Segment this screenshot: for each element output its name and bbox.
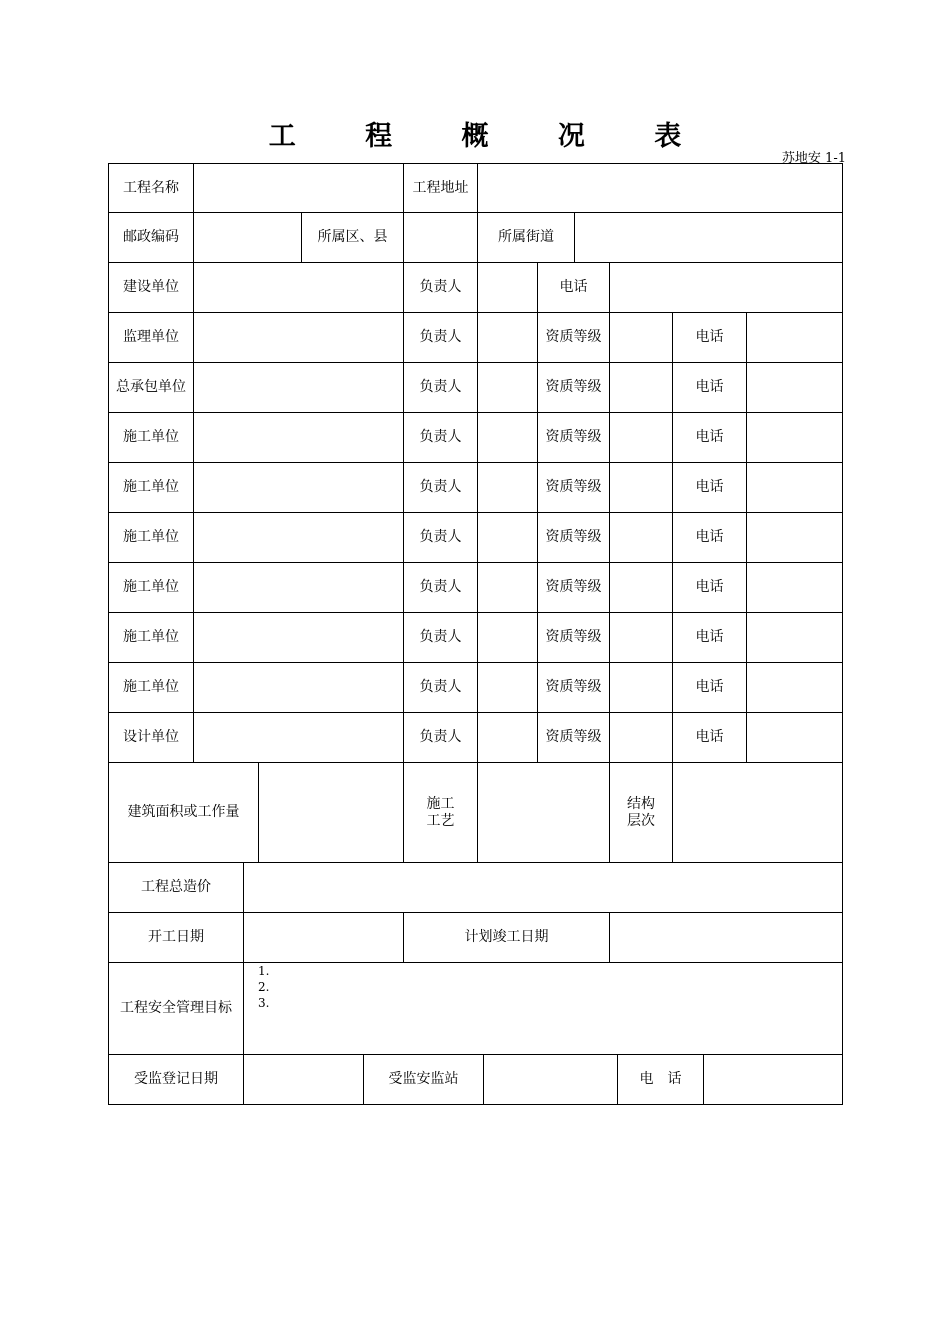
value-registration-date[interactable]	[244, 1055, 364, 1104]
value-phone[interactable]	[747, 513, 844, 562]
label-qualification: 资质等级	[538, 613, 610, 662]
label-unit: 施工单位	[109, 413, 194, 462]
label-principal: 负责人	[404, 513, 478, 562]
value-unit[interactable]	[194, 613, 404, 662]
label-qualification: 资质等级	[538, 513, 610, 562]
row-unit	[108, 513, 843, 563]
label-unit: 施工单位	[109, 663, 194, 712]
label-area: 建筑面积或工作量	[109, 763, 259, 862]
value-qualification[interactable]	[610, 313, 673, 362]
value-principal[interactable]	[478, 513, 538, 562]
label-unit: 总承包单位	[109, 363, 194, 412]
label-phone: 电 话	[618, 1055, 704, 1104]
label-principal: 负责人	[404, 613, 478, 662]
value-principal[interactable]	[478, 663, 538, 712]
value-unit[interactable]	[194, 263, 404, 312]
value-unit[interactable]	[194, 563, 404, 612]
row-unit	[108, 563, 843, 613]
label-principal: 负责人	[404, 713, 478, 762]
form-title: 工 程 概 况 表	[268, 121, 712, 152]
label-registration-date: 受监登记日期	[109, 1055, 244, 1104]
value-phone[interactable]	[747, 413, 844, 462]
value-safety-goals[interactable]	[244, 963, 844, 1054]
value-street[interactable]	[575, 213, 844, 262]
value-qualification[interactable]	[610, 613, 673, 662]
label-district: 所属区、县	[302, 213, 404, 262]
value-phone[interactable]	[747, 663, 844, 712]
label-principal: 负责人	[404, 413, 478, 462]
label-principal: 负责人	[404, 313, 478, 362]
label-unit: 施工单位	[109, 513, 194, 562]
row-postal	[108, 213, 843, 263]
label-project-address: 工程地址	[404, 164, 478, 212]
label-unit: 设计单位	[109, 713, 194, 762]
label-safety-goals: 工程安全管理目标	[109, 963, 244, 1054]
row-unit	[108, 463, 843, 513]
label-phone: 电话	[673, 313, 747, 362]
label-supervision-station: 受监安监站	[364, 1055, 484, 1104]
row-project-name	[108, 163, 843, 213]
label-qualification: 资质等级	[538, 413, 610, 462]
value-qualification[interactable]	[610, 563, 673, 612]
value-phone[interactable]	[747, 613, 844, 662]
label-unit: 监理单位	[109, 313, 194, 362]
value-qualification[interactable]	[610, 463, 673, 512]
label-qualification: 资质等级	[538, 713, 610, 762]
label-phone: 电话	[673, 463, 747, 512]
value-principal[interactable]	[478, 313, 538, 362]
value-phone[interactable]	[747, 363, 844, 412]
label-principal: 负责人	[404, 263, 478, 312]
value-qualification[interactable]	[610, 363, 673, 412]
row-area	[108, 763, 843, 863]
label-phone: 电话	[673, 413, 747, 462]
value-phone[interactable]	[747, 463, 844, 512]
value-unit[interactable]	[194, 663, 404, 712]
value-qualification[interactable]	[610, 413, 673, 462]
label-principal: 负责人	[404, 363, 478, 412]
label-street: 所属街道	[478, 213, 575, 262]
label-phone: 电话	[673, 363, 747, 412]
value-postal-code[interactable]	[194, 213, 302, 262]
value-unit[interactable]	[194, 713, 404, 762]
value-unit[interactable]	[194, 413, 404, 462]
value-principal[interactable]	[478, 713, 538, 762]
value-qualification[interactable]	[610, 513, 673, 562]
value-principal[interactable]	[478, 363, 538, 412]
label-qualification: 资质等级	[538, 463, 610, 512]
value-district[interactable]	[404, 213, 478, 262]
label-unit: 施工单位	[109, 613, 194, 662]
label-start-date: 开工日期	[109, 913, 244, 962]
value-phone[interactable]	[610, 263, 844, 312]
value-project-address[interactable]	[478, 164, 844, 212]
label-qualification: 资质等级	[538, 363, 610, 412]
row-unit	[108, 613, 843, 663]
row-registration	[108, 1055, 843, 1105]
label-qualification: 资质等级	[538, 663, 610, 712]
value-principal[interactable]	[478, 613, 538, 662]
form-code: 苏地安 1-1	[781, 151, 846, 166]
label-phone: 电话	[673, 613, 747, 662]
label-postal-code: 邮政编码	[109, 213, 194, 262]
value-planned-completion[interactable]	[610, 913, 844, 962]
value-unit[interactable]	[194, 513, 404, 562]
goal-item: 1.	[258, 964, 270, 978]
row-unit	[108, 263, 843, 313]
label-phone: 电话	[673, 563, 747, 612]
goal-item: 2.	[258, 980, 270, 994]
row-unit	[108, 363, 843, 413]
row-safety-goals	[108, 963, 843, 1055]
value-unit[interactable]	[194, 363, 404, 412]
value-qualification[interactable]	[610, 663, 673, 712]
row-dates	[108, 913, 843, 963]
value-principal[interactable]	[478, 463, 538, 512]
label-principal: 负责人	[404, 663, 478, 712]
label-structure-floors: 结构 层次	[610, 763, 673, 862]
label-principal: 负责人	[404, 463, 478, 512]
label-unit: 施工单位	[109, 563, 194, 612]
row-total-cost	[108, 863, 843, 913]
label-phone: 电话	[673, 663, 747, 712]
value-principal[interactable]	[478, 413, 538, 462]
label-qualification: 资质等级	[538, 563, 610, 612]
value-unit[interactable]	[194, 463, 404, 512]
label-total-cost: 工程总造价	[109, 863, 244, 912]
label-qualification: 资质等级	[538, 313, 610, 362]
label-planned-completion: 计划竣工日期	[404, 913, 610, 962]
value-phone[interactable]	[747, 313, 844, 362]
value-phone[interactable]	[747, 563, 844, 612]
label-project-name: 工程名称	[109, 164, 194, 212]
value-project-name[interactable]	[194, 164, 404, 212]
value-principal[interactable]	[478, 563, 538, 612]
value-supervision-station[interactable]	[484, 1055, 618, 1104]
value-phone[interactable]	[704, 1055, 844, 1104]
row-unit	[108, 713, 843, 763]
row-unit	[108, 663, 843, 713]
label-phone: 电话	[673, 513, 747, 562]
project-overview-table	[108, 163, 843, 1105]
label-unit: 施工单位	[109, 463, 194, 512]
value-qualification[interactable]	[610, 713, 673, 762]
label-principal: 负责人	[404, 563, 478, 612]
row-unit	[108, 313, 843, 363]
value-construction-process[interactable]	[478, 763, 610, 862]
goal-item: 3.	[258, 996, 270, 1010]
value-area[interactable]	[259, 763, 404, 862]
label-unit: 建设单位	[109, 263, 194, 312]
value-phone[interactable]	[747, 713, 844, 762]
label-phone: 电话	[538, 263, 610, 312]
value-structure-floors[interactable]	[673, 763, 844, 862]
value-start-date[interactable]	[244, 913, 404, 962]
value-unit[interactable]	[194, 313, 404, 362]
label-phone: 电话	[673, 713, 747, 762]
value-principal[interactable]	[478, 263, 538, 312]
value-total-cost[interactable]	[244, 863, 844, 912]
label-construction-process: 施工 工艺	[404, 763, 478, 862]
row-unit	[108, 413, 843, 463]
